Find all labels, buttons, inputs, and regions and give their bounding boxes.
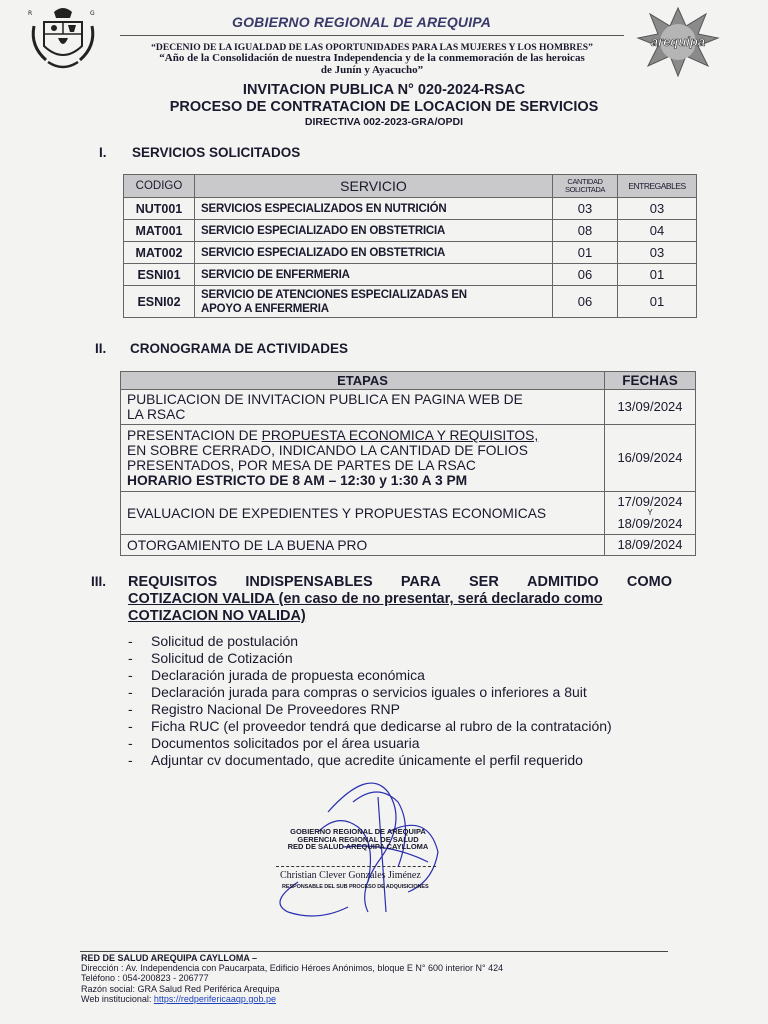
schedule-hours: HORARIO ESTRICTO DE 8 AM – 12:30 y 1:30 A 3 PM	[127, 473, 468, 488]
schedule-table-header	[121, 372, 696, 390]
service-quantity: 06	[553, 286, 618, 318]
table-row	[124, 220, 697, 242]
service-code: ESNI01	[124, 264, 195, 286]
service-deliverables: 01	[618, 286, 697, 318]
list-item-text: Solicitud de Cotización	[151, 650, 293, 666]
stage-description	[121, 425, 605, 492]
service-code: NUT001	[124, 198, 195, 220]
requirements-heading-line3: COTIZACION NO VALIDA)	[128, 608, 306, 624]
service-code: MAT002	[124, 242, 195, 264]
svg-text:G: G	[90, 10, 95, 17]
website-link[interactable]: https://redperifericaaqp.gob.pe	[153, 993, 276, 1004]
table-row	[121, 425, 696, 492]
process-title: PROCESO DE CONTRATACION DE LOCACION DE SERVICIOS	[169, 99, 599, 115]
organization-title: GOBIERNO REGIONAL DE AREQUIPA	[232, 14, 492, 30]
list-dash: -	[128, 633, 133, 649]
col-header-quantity-line1: CANTIDAD	[567, 177, 603, 186]
requirements-heading-line2: COTIZACION VALIDA (en caso de no presentar, será declarado como	[128, 591, 603, 607]
col-header-code: CODIGO	[124, 175, 195, 198]
stage-description	[121, 390, 605, 425]
heading-word: ADMITIDO	[527, 574, 599, 590]
peru-coat-of-arms-icon	[24, 6, 102, 76]
table-row	[121, 492, 696, 535]
heading-word: INDISPENSABLES	[245, 574, 373, 590]
stage-date: 18/09/2024	[605, 535, 696, 556]
list-dash: -	[128, 684, 133, 700]
footer-web	[81, 994, 503, 1004]
directive-code: DIRECTIVA 002-2023-GRA/OPDI	[304, 116, 464, 128]
stamp-line: GERENCIA REGIONAL DE SALUD	[297, 834, 419, 844]
list-dash: -	[128, 752, 133, 768]
services-table-header	[124, 175, 697, 198]
list-dash: -	[128, 735, 133, 751]
year-motto	[112, 52, 632, 76]
list-item-text: Registro Nacional De Proveedores RNP	[151, 701, 400, 717]
stage-description: EVALUACION DE EXPEDIENTES Y PROPUESTAS ECONOMICAS	[121, 492, 605, 535]
stage-date: 16/09/2024	[605, 425, 696, 492]
requirements-heading-line1	[128, 574, 672, 591]
service-deliverables: 03	[618, 198, 697, 220]
stamp-line: RED DE SALUD AREQUIPA CAYLLOMA	[287, 842, 429, 851]
arequipa-logo-icon	[636, 6, 720, 78]
list-item-text: Documentos solicitados por el área usuaria	[151, 735, 420, 751]
stage-date	[605, 492, 696, 535]
service-name-line1: SERVICIO DE ATENCIONES ESPECIALIZADAS EN	[201, 288, 467, 301]
col-header-service: SERVICIO	[195, 175, 553, 198]
list-item-text: Solicitud de postulación	[151, 633, 299, 649]
decenio-motto: “DECENIO DE LA IGUALDAD DE LAS OPORTUNIDADES PARA LAS MUJERES Y LOS HOMBRES”	[151, 42, 593, 53]
service-deliverables: 01	[618, 264, 697, 286]
list-item-text: Declaración jurada de propuesta económica	[151, 667, 425, 683]
list-item-text: Ficha RUC (el proveedor tendrá que dedicarse al rubro de la contratación)	[151, 718, 612, 734]
svg-text:arequipa: arequipa	[650, 34, 706, 49]
list-item	[128, 752, 688, 769]
heading-word: REQUISITOS	[128, 574, 218, 590]
service-deliverables: 03	[618, 242, 697, 264]
stage-date-end: 18/09/2024	[617, 516, 683, 531]
heading-word: COMO	[626, 574, 672, 590]
table-row	[124, 264, 697, 286]
list-item	[128, 735, 688, 752]
table-row	[124, 242, 697, 264]
stage-line-underlined: PROPUESTA ECONOMICA Y REQUISITOS,	[261, 428, 539, 443]
heading-word: SER	[469, 574, 499, 590]
list-dash: -	[128, 667, 133, 683]
stage-line: PRESENTADOS, POR MESA DE PARTES DE LA RSAC	[127, 458, 476, 473]
service-name-line2: APOYO A ENFERMERIA	[201, 302, 329, 315]
footer	[81, 953, 503, 1004]
service-name: SERVICIO ESPECIALIZADO EN OBSTETRICIA	[195, 220, 553, 242]
official-stamp	[278, 828, 438, 851]
stage-date-start: 17/09/2024	[617, 494, 683, 509]
section-1-number: I.	[99, 145, 107, 160]
date-conjunction: Y	[647, 508, 653, 517]
footer-company: Razón social: GRA Salud Red Periférica Arequipa	[81, 983, 280, 994]
year-motto-line2: de Junín y Ayacucho”	[320, 64, 424, 76]
signature-line	[276, 866, 436, 867]
col-header-quantity-line2: SOLICITADA	[564, 185, 606, 194]
col-header-dates: FECHAS	[605, 372, 696, 390]
signer-name: Christian Clever Gonzales Jiménez	[280, 870, 421, 881]
service-quantity: 06	[553, 264, 618, 286]
service-quantity: 01	[553, 242, 618, 264]
footer-divider	[80, 951, 668, 952]
table-row	[121, 390, 696, 425]
requirements-list	[128, 633, 688, 769]
requirements-heading	[128, 574, 672, 625]
service-quantity: 08	[553, 220, 618, 242]
list-item-text: Declaración jurada para compras o servicios iguales o inferiores a 8uit	[151, 684, 587, 700]
col-header-quantity	[553, 175, 618, 198]
list-item	[128, 701, 688, 718]
signer-role: RESPONSABLE DEL SUB PROCESO DE ADQUISICIONES	[282, 884, 429, 890]
section-1-heading: SERVICIOS SOLICITADOS	[132, 145, 301, 160]
list-item	[128, 684, 688, 701]
year-motto-line1: “Año de la Consolidación de nuestra Independencia y de la conmemoración de las heroicas	[159, 52, 585, 64]
stage-line: LA RSAC	[127, 407, 186, 422]
section-2-heading: CRONOGRAMA DE ACTIVIDADES	[130, 341, 349, 356]
list-dash: -	[128, 701, 133, 717]
section-2-number: II.	[95, 341, 107, 356]
table-row	[124, 286, 697, 318]
table-row	[124, 198, 697, 220]
stamp-line: GOBIERNO REGIONAL DE AREQUIPA	[290, 827, 426, 836]
table-row	[121, 535, 696, 556]
header-divider	[120, 35, 624, 36]
service-name	[195, 286, 553, 318]
col-header-deliverables: ENTREGABLES	[618, 175, 697, 198]
services-table	[123, 174, 697, 318]
service-name: SERVICIOS ESPECIALIZADOS EN NUTRICIÓN	[195, 198, 553, 220]
list-item	[128, 633, 688, 650]
service-code: MAT001	[124, 220, 195, 242]
col-header-stages: ETAPAS	[121, 372, 605, 390]
section-3-number: III.	[91, 574, 107, 589]
list-dash: -	[128, 718, 133, 734]
list-dash: -	[128, 650, 133, 666]
footer-address: Dirección : Av. Independencia con Paucarpata, Edificio Héroes Anónimos, bloque E N° 600 interior N° 424	[81, 963, 504, 974]
list-item-text: Adjuntar cv documentado, que acredite únicamente el perfil requerido	[151, 752, 583, 768]
service-deliverables: 04	[618, 220, 697, 242]
service-quantity: 03	[553, 198, 618, 220]
schedule-table	[120, 371, 696, 556]
invitation-number: INVITACION PUBLICA N° 020-2024-RSAC	[242, 82, 526, 98]
footer-org: RED DE SALUD AREQUIPA CAYLLOMA –	[81, 953, 258, 963]
svg-text:R: R	[28, 10, 33, 17]
stage-description: OTORGAMIENTO DE LA BUENA PRO	[121, 535, 605, 556]
footer-web-label: Web institucional:	[81, 993, 154, 1004]
stage-line: PUBLICACION DE INVITACION PUBLICA EN PAGINA WEB DE	[127, 392, 523, 407]
service-code: ESNI02	[124, 286, 195, 318]
stage-line: EN SOBRE CERRADO, INDICANDO LA CANTIDAD DE FOLIOS	[127, 443, 528, 458]
service-name: SERVICIO ESPECIALIZADO EN OBSTETRICIA	[195, 242, 553, 264]
footer-phone: Teléfono : 054-200823 - 206777	[81, 973, 209, 984]
stage-date: 13/09/2024	[605, 390, 696, 425]
heading-word: PARA	[400, 574, 441, 590]
list-item	[128, 667, 688, 684]
list-item	[128, 718, 688, 735]
list-item	[128, 650, 688, 667]
stage-line: PRESENTACION DE	[127, 428, 262, 443]
service-name: SERVICIO DE ENFERMERIA	[195, 264, 553, 286]
